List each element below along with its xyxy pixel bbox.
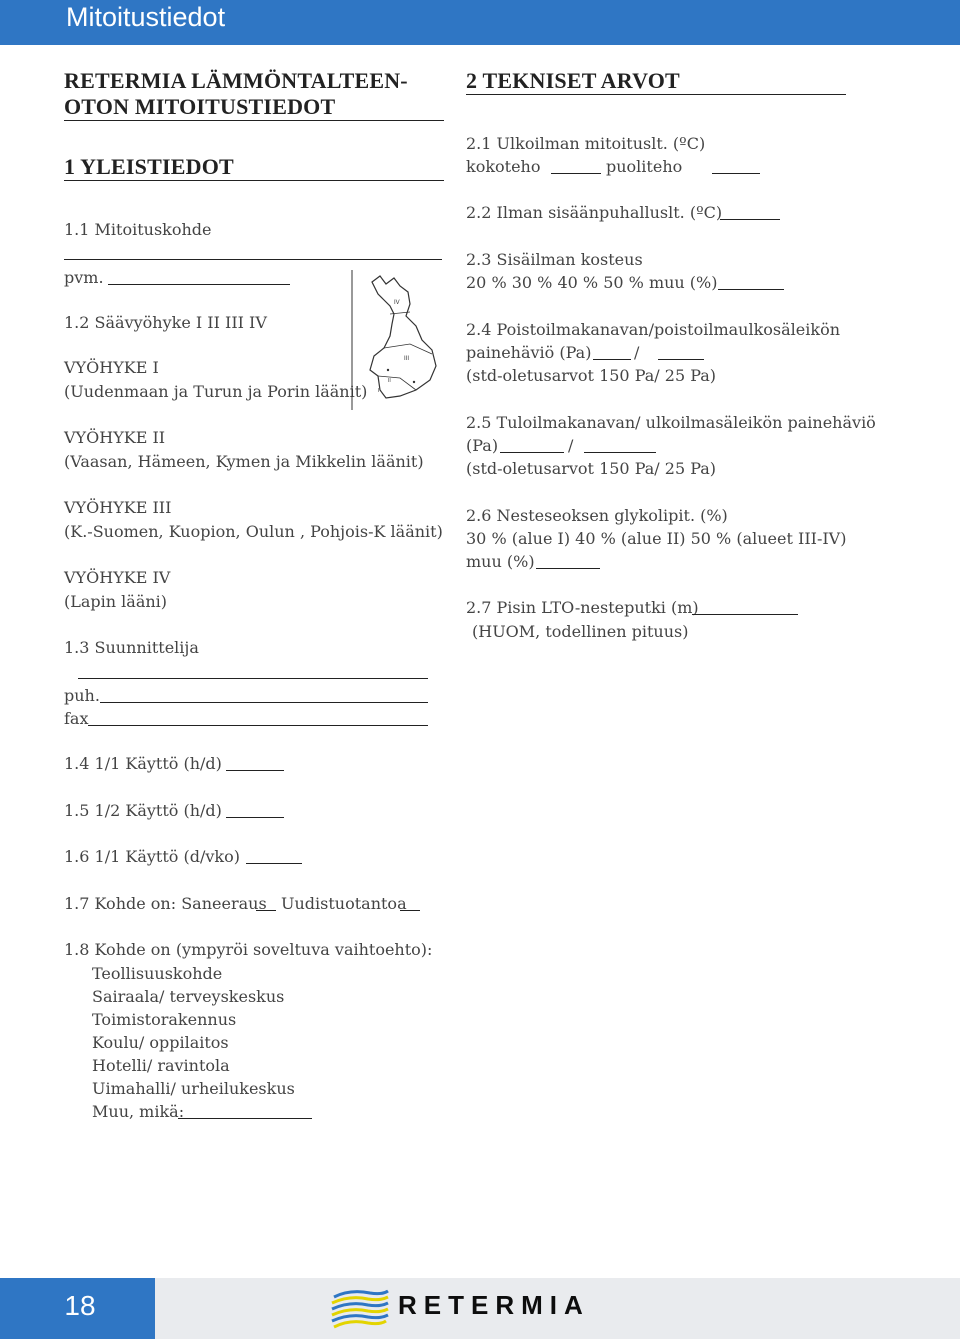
item-2-4-label: 2.4 Poistoilmakanavan/poistoilmaulkosäleikön (466, 320, 841, 339)
option-muu-label: Muu, mikä: (92, 1102, 185, 1121)
item-2-2-label: 2.2 Ilman sisäänpuhalluslt. (ºC) (466, 203, 723, 222)
pvm-field[interactable] (108, 284, 290, 285)
item-2-7-label: 2.7 Pisin LTO-nesteputki (m) (466, 598, 699, 617)
option-teollisuus[interactable]: Teollisuuskohde (92, 964, 223, 983)
option-hotelli[interactable]: Hotelli/ ravintola (92, 1056, 230, 1075)
muu-field[interactable] (178, 1118, 312, 1119)
glykoli-muu-field[interactable] (536, 568, 600, 569)
doc-title-line2: OTON MITOITUSTIEDOT (64, 94, 336, 119)
section-1-heading: 1 YLEISTIEDOT (64, 154, 234, 179)
item-1-7-label: 1.7 Kohde on: Saneeraus (64, 894, 267, 913)
kokoteho-field[interactable] (551, 173, 601, 174)
zone-1-desc: (Uudenmaan ja Turun ja Porin läänit) (64, 382, 368, 401)
saneeraus-field[interactable] (256, 910, 276, 911)
map-label-iv: IV (394, 300, 400, 306)
retermia-logo-text: RETERMIA (398, 1290, 590, 1320)
puoliteho-label: puoliteho (606, 157, 683, 176)
item-1-5-label: 1.5 1/2 Käyttö (h/d) (64, 801, 222, 820)
item-2-5-default: (std-oletusarvot 150 Pa/ 25 Pa) (466, 459, 717, 478)
sisaanpuhallus-field[interactable] (720, 219, 780, 220)
section-2-heading: 2 TEKNISET ARVOT (466, 68, 680, 93)
zone-3-desc: (K.-Suomen, Kuopion, Oulun , Pohjois-K läänit) (64, 522, 443, 541)
item-2-6-label: 2.6 Nesteseoksen glykolipit. (%) (466, 506, 728, 525)
kaytto-d-vko-field[interactable] (246, 863, 302, 864)
item-2-4-painehavio: painehäviö (Pa) (466, 343, 592, 362)
zone-4-title: VYÖHYKE IV (64, 568, 171, 587)
uudistuotantoa-label: Uudistuotantoa (281, 894, 407, 913)
item-1-6-label: 1.6 1/1 Käyttö (d/vko) (64, 847, 240, 866)
puh-field[interactable] (100, 702, 428, 703)
fax-label: fax (64, 709, 89, 728)
poisto-saleikko-field[interactable] (658, 359, 704, 360)
poisto-kanava-field[interactable] (593, 359, 631, 360)
item-2-4-default: (std-oletusarvot 150 Pa/ 25 Pa) (466, 366, 717, 385)
item-2-4-slash: / (634, 343, 640, 362)
item-2-5-label: 2.5 Tuloilmakanavan/ ulkoilmasäleikön painehäviö (466, 413, 876, 432)
map-label-iii: III (404, 356, 410, 362)
kokoteho-label: kokoteho (466, 157, 541, 176)
option-uimahalli[interactable]: Uimahalli/ urheilukeskus (92, 1079, 295, 1098)
zone-1-title: VYÖHYKE I (64, 358, 159, 377)
nesteputki-field[interactable] (692, 614, 798, 615)
fax-field[interactable] (88, 725, 428, 726)
item-1-2-label: 1.2 Säävyöhyke I II III IV (64, 313, 267, 332)
item-1-1-label: 1.1 Mitoituskohde (64, 220, 212, 239)
option-toimisto[interactable]: Toimistorakennus (92, 1010, 237, 1029)
title-underline (64, 120, 444, 121)
tulo-kanava-field[interactable] (500, 452, 564, 453)
zone-4-desc: (Lapin lääni) (64, 592, 168, 611)
item-2-3-label: 2.3 Sisäilman kosteus (466, 250, 643, 269)
item-2-1-label: 2.1 Ulkoilman mitoituslt. (ºC) (466, 134, 706, 153)
item-1-4-label: 1.4 1/1 Käyttö (h/d) (64, 754, 222, 773)
uudistuotantoa-field[interactable] (400, 910, 420, 911)
suunnittelija-field[interactable] (78, 678, 428, 679)
kosteus-muu-field[interactable] (718, 289, 784, 290)
map-label-i: I (378, 388, 380, 394)
puoliteho-field[interactable] (712, 173, 760, 174)
item-2-5-slash: / (568, 436, 574, 455)
zone-3-title: VYÖHYKE III (64, 498, 172, 517)
item-1-3-label: 1.3 Suunnittelija (64, 638, 199, 657)
doc-title-line1: RETERMIA LÄMMÖNTALTEEN- (64, 68, 408, 93)
item-1-8-label: 1.8 Kohde on (ympyröi soveltuva vaihtoehto): (64, 940, 433, 959)
option-koulu[interactable]: Koulu/ oppilaitos (92, 1033, 229, 1052)
item-2-7-note: (HUOM, todellinen pituus) (472, 622, 689, 641)
item-2-6-options: 30 % (alue I) 40 % (alue II) 50 % (alueet III-IV) (466, 529, 847, 548)
puh-label: puh. (64, 686, 100, 705)
item-2-5-pa: (Pa) (466, 436, 499, 455)
zone-2-title: VYÖHYKE II (64, 428, 166, 447)
option-sairaala[interactable]: Sairaala/ terveyskeskus (92, 987, 285, 1006)
item-2-3-options: 20 % 30 % 40 % 50 % muu (%) (466, 273, 718, 292)
section-1-underline (64, 180, 444, 181)
kaytto-1-2-field[interactable] (226, 817, 284, 818)
kaytto-1-1-field[interactable] (226, 770, 284, 771)
finland-zone-map (350, 270, 450, 410)
map-label-ii: II (388, 378, 391, 384)
mitoituskohde-field[interactable] (64, 259, 442, 260)
page-number: 18 (64, 1290, 96, 1321)
tulo-saleikko-field[interactable] (584, 452, 656, 453)
page-title: Mitoitustiedot (66, 2, 226, 32)
retermia-logo-icon (330, 1285, 390, 1333)
item-2-6-muu: muu (%) (466, 552, 535, 571)
pvm-label: pvm. (64, 268, 104, 287)
section-2-underline (466, 94, 846, 95)
zone-2-desc: (Vaasan, Hämeen, Kymen ja Mikkelin läänit) (64, 452, 424, 471)
